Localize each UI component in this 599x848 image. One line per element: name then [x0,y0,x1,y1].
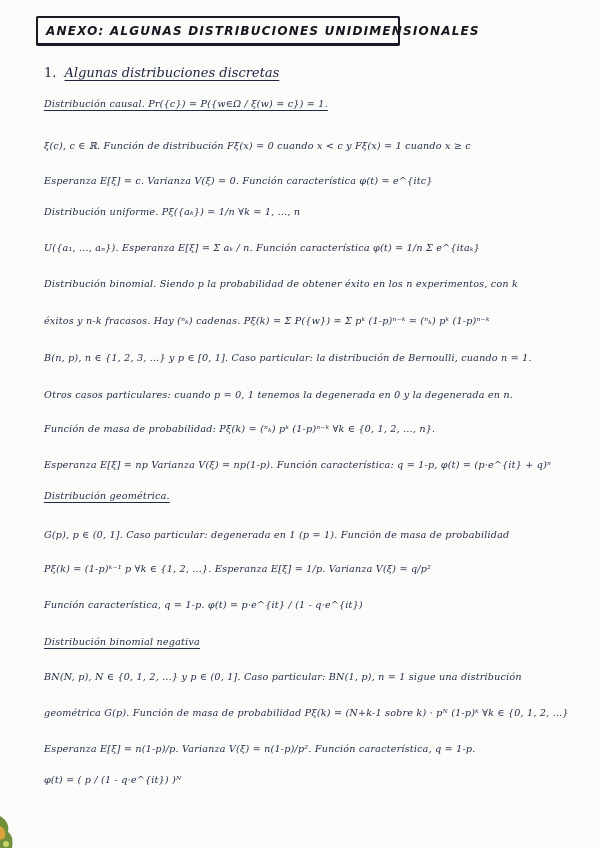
line-causal-moments: Esperanza E[ξ] = c. Varianza V(ξ) = 0. Función característica φ(t) = e^{itc} [44,176,433,187]
line-negbin-moments: Esperanza E[ξ] = n(1-p)/p. Varianza V(ξ) = n(1-p)/p². Función característica, q = 1-p. [44,744,476,755]
line-binomial-params: B(n, p), n ∈ {1, 2, 3, ...} y p ∈ [0, 1]. Caso particular: la distribución de Bernoulli, cuando n = 1. [44,353,532,364]
line-geometric-title: Distribución geométrica. [44,491,170,502]
section-number: 1. [44,66,57,81]
line-negbin-title: Distribución binomial negativa [44,637,200,648]
line-binomial-moments: Esperanza E[ξ] = np Varianza V(ξ) = np(1-p). Función característica: q = 1-p, φ(t) = (p·e^{it} + q)ⁿ [44,460,552,471]
line-binomial-title: Distribución binomial. Siendo p la probabilidad de obtener éxito en los n experimentos, con k [44,279,518,290]
corner-decoration-icon [0,808,18,848]
line-causal-title: Distribución causal. Pr({c}) = P({w∈Ω / ξ(w) = c}) = 1. [44,99,328,110]
line-uniform-moments: U({a₁, ..., aₙ}). Esperanza E[ξ] = Σ aₖ / n. Función característica φ(t) = 1/n Σ e^{itaₖ} [44,243,480,254]
section-heading [44,66,279,81]
line-negbin-pmf: geométrica G(p). Función de masa de probabilidad Pξ(k) = (N+k-1 sobre k) · pᴺ (1-p)ᵏ ∀k ∈ {0, 1, 2, ...} [44,708,569,719]
line-geometric-cf: Función característica, q = 1-p. φ(t) = p·e^{it} / (1 - q·e^{it}) [44,600,363,611]
line-negbin-params: BN(N, p), N ∈ {0, 1, 2, ...} y p ∈ (0, 1]. Caso particular: BN(1, p), n = 1 sigue una distribución [44,672,522,683]
line-causal-distribution: ξ(c), c ∈ ℝ. Función de distribución Fξ(x) = 0 cuando x < c y Fξ(x) = 1 cuando x ≥ c [44,141,471,152]
line-uniform-title: Distribución uniforme. Pξ({aₖ}) = 1/n ∀k = 1, ..., n [44,207,301,218]
section-label: Algunas distribuciones discretas [64,66,280,81]
line-negbin-cf: φ(t) = ( p / (1 - q·e^{it}) )ᴺ [44,775,182,786]
annex-title: ANEXO: ALGUNAS DISTRIBUCIONES UNIDIMENSIONALES [46,23,480,38]
line-binomial-special: Otros casos particulares: cuando p = 0, 1 tenemos la degenerada en 0 y la degenerada en n. [44,390,514,401]
line-binomial-chains: éxitos y n-k fracasos. Hay (ⁿₖ) cadenas. Pξ(k) = Σ P({w}) = Σ pᵏ (1-p)ⁿ⁻ᵏ = (ⁿₖ) pᵏ (1-p)ⁿ⁻ᵏ [44,316,490,327]
line-binomial-pmf: Función de masa de probabilidad: Pξ(k) = (ⁿₖ) pᵏ (1-p)ⁿ⁻ᵏ ∀k ∈ {0, 1, 2, ..., n}. [44,424,436,435]
line-geometric-pmf: Pξ(k) = (1-p)ᵏ⁻¹ p ∀k ∈ {1, 2, ...}. Esperanza E[ξ] = 1/p. Varianza V(ξ) = q/p² [44,564,432,575]
line-geometric-params: G(p), p ∈ (0, 1]. Caso particular: degenerada en 1 (p = 1). Función de masa de probabilidad [44,530,510,541]
annex-title-box [36,16,480,46]
